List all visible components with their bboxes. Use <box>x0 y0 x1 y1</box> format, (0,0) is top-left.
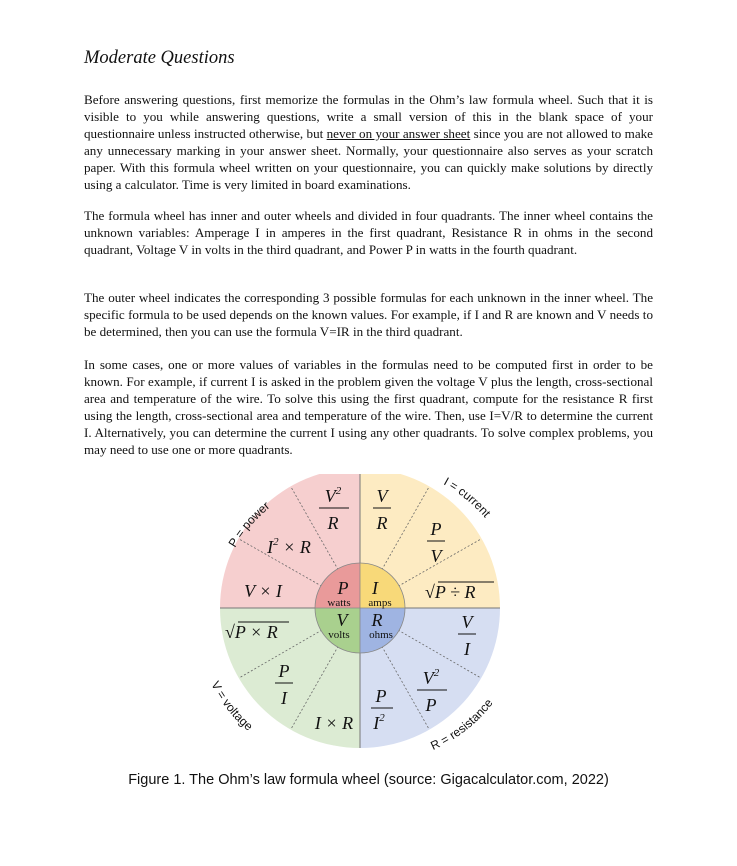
paragraph-3: The outer wheel indicates the corresponding 3 possible formulas for each unknown in the inner wheel. The specific formula to be used depends on the known values. For example, if I and R are known and V needs to be determined, then you can use the formula V=IR in the third quadrant. <box>84 290 653 339</box>
svg-text:V: V <box>430 546 442 566</box>
section-heading: Moderate Questions <box>84 48 235 68</box>
svg-text:R: R <box>376 513 388 533</box>
center-watts-label: watts <box>327 597 351 609</box>
figure-caption: Figure 1. The Ohm’s law formula wheel (source: Gigacalculator.com, 2022) <box>128 772 609 788</box>
center-amps-label: amps <box>368 597 392 609</box>
paragraph-1: Before answering questions, first memorize the formulas in the Ohm’s law formula wheel. Such that it is visible to you while answering questions, write a small version of this in the blank space of your questionnaire unless instructed otherwise, but never on your answer sheet since you are not allowed to make any unnecessary marking in your answer sheet. Normally, your questionnaire also serves as your scratch paper. With this formula wheel written on your questionnaire, you can quickly make solutions by directly using a calculator. Time is very limited in board examinations. <box>84 92 653 192</box>
svg-text:V2: $V^2$ <box>422 667 440 688</box>
svg-text:I: I <box>464 639 470 659</box>
center-current-symbol: I <box>372 578 378 598</box>
formula-v-times-i: V × I <box>244 581 282 601</box>
svg-text:I2: $I^2$ <box>373 712 385 733</box>
svg-text:I: I <box>281 688 287 708</box>
center-volts-label: volts <box>328 629 350 641</box>
underlined-phrase: never on your answer sheet <box>326 126 471 141</box>
paragraph-2: The formula wheel has inner and outer wheels and divided in four quadrants. The inner wheel contains the unknown variables: Amperage I in amperes in the first quadrant, Resistance R in ohms in the second quadrant, Voltage V in volts in the third quadrant, and Power P in watts in the fourth quadrant. <box>84 208 653 257</box>
power-arc-label: P = power <box>225 498 273 550</box>
ohms-law-formula-wheel <box>205 474 515 764</box>
svg-text:V2: $V^2$ <box>324 485 342 506</box>
svg-text:V: V <box>461 612 473 632</box>
formula-i-squared-times-r <box>266 536 311 557</box>
svg-text:√P ÷ R: √P ÷ R <box>425 582 476 602</box>
resistance-arc-label: R = resistance <box>428 696 496 753</box>
svg-text:V: V <box>376 486 388 506</box>
paragraph-4: In some cases, one or more values of variables in the formulas need to be computed first in order to be known. For example, if current I is asked in the problem given the voltage V plus the length, cross-sectional area and temperature of the wire. To solve this using the first quadrant, compute for the resistance R first using the length, cross-sectional area and temperature of the wire. Then, use I=V/R to determine the current I. Alternatively, you can determine the current I using any other quadrants. To solve complex problems, you may need to use one or more quadrants. <box>84 357 653 457</box>
center-power-symbol: P <box>337 578 349 598</box>
center-resistance-symbol: R <box>371 610 383 630</box>
svg-text:P: P <box>375 686 387 706</box>
svg-text:R: R <box>327 513 339 533</box>
svg-text:√P × R: √P × R <box>225 622 278 642</box>
current-arc-label: I = current <box>441 474 494 520</box>
center-voltage-symbol: V <box>336 610 348 630</box>
formula-i-times-r: I × R <box>314 713 354 733</box>
svg-text:P: P <box>278 661 290 681</box>
voltage-arc-label: V = voltage <box>208 678 256 734</box>
center-ohms-label: ohms <box>369 629 393 641</box>
svg-text:P: P <box>425 695 437 715</box>
svg-text:P: P <box>430 519 442 539</box>
svg-text:I2 × R: $I^2 \times R$ <box>267 536 311 557</box>
